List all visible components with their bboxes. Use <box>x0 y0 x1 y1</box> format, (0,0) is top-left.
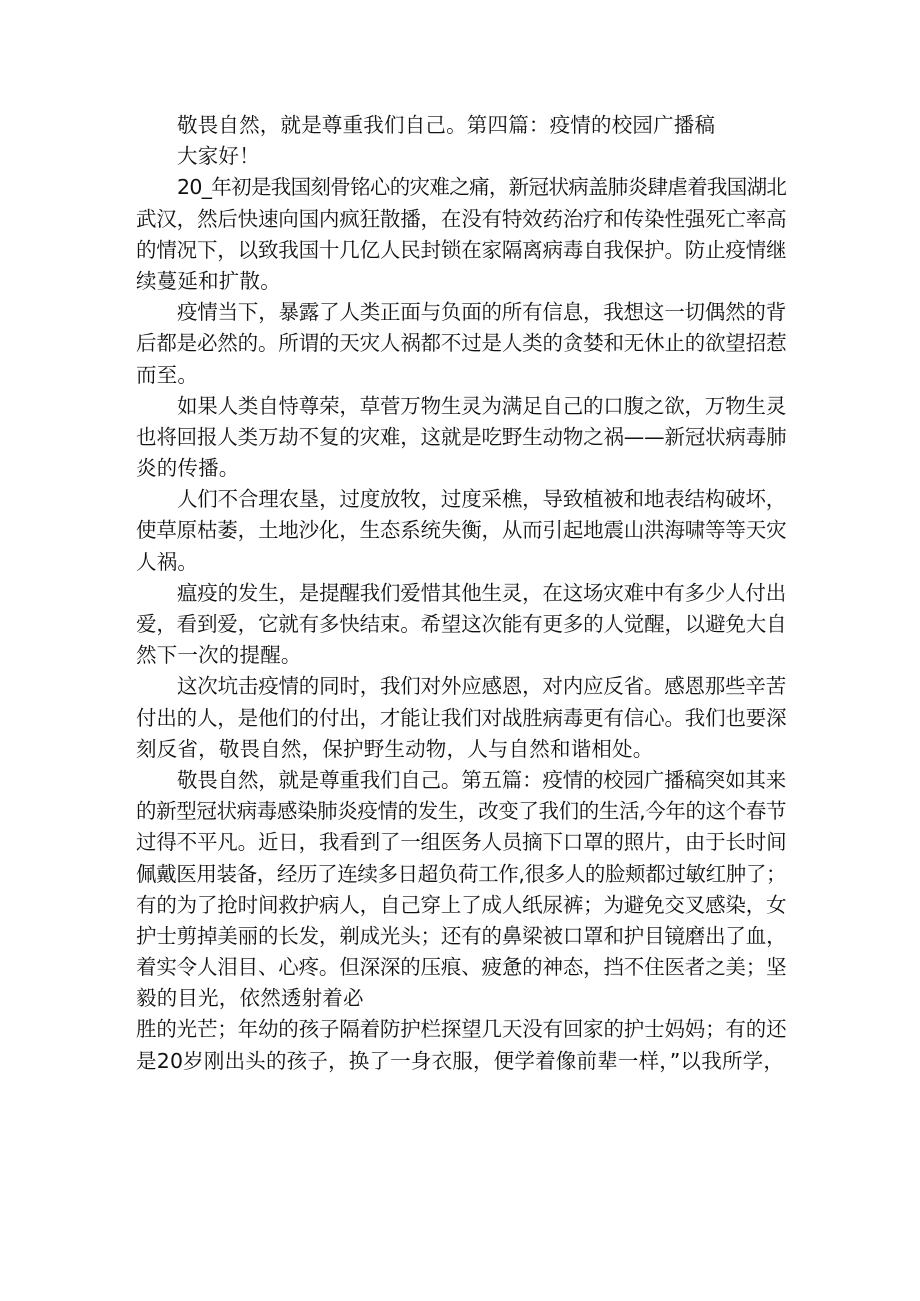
text-line: 过得不平凡。近日，我看到了一组医务人员摘下口罩的照片，由于长时间 <box>136 830 787 855</box>
text-line: 爱，看到爱，它就有多快结束。希望这次能有更多的人觉醒，以避免大自 <box>136 612 787 636</box>
text-line: 而至。 <box>136 362 199 387</box>
text-line: 刻反省，敬畏自然，保护野生动物，人与自然和谐相处。 <box>136 736 654 761</box>
text-line: 胜的光芒；年幼的孩子隔着防护栏探望几天没有回家的护士妈妈；有的还 <box>136 1017 787 1042</box>
text-line: 的新型冠状病毒感染肺炎疫情的发生，改变了我们的生活,今年的这个春节 <box>136 799 787 824</box>
text-line: 武汉，然后快速向国内疯狂散播，在没有特效药治疗和传染性强死亡率高 <box>136 206 787 231</box>
text-line: 疫情当下，暴露了人类正面与负面的所有信息，我想这一切偶然的背 <box>177 300 786 325</box>
text-line: 然下一次的提醒。 <box>136 643 302 668</box>
text-line: 20_年初是我国刻骨铭心的灾难之痛，新冠状病盖肺炎肆虐着我国湖北 <box>177 175 787 200</box>
text-line: 是20岁刚出头的孩子，换了一身衣服，便学着像前辈一样，”以我所学， <box>136 1048 785 1073</box>
text-line: 也将回报人类万劫不复的灾难，这就是吃野生动物之祸——新冠状病毒肺 <box>136 424 787 449</box>
text-line: 敬畏自然，就是尊重我们自己。第五篇：疫情的校园广播稿突如其来 <box>177 767 786 792</box>
text-line: 人们不合理农垦，过度放牧，过度采樵，导致植被和地表结构破坏， <box>177 487 786 512</box>
text-line: 敬畏自然，就是尊重我们自己。第四篇：疫情的校园广播稿 <box>177 113 716 137</box>
text-line: 有的为了抢时间救护病人，自己穿上了成人纸尿裤；为避免交叉感染，女 <box>136 892 787 917</box>
text-line: 人祸。 <box>136 549 199 574</box>
text-line: 佩戴医用装备，经历了连续多日超负荷工作,很多人的脸颊都过敏红肿了； <box>136 861 787 886</box>
text-line: 这次坑击疫情的同时，我们对外应感恩，对内应反省。感恩那些辛苦 <box>177 674 786 699</box>
text-line: 使草原枯萎，土地沙化，生态系统失衡，从而引起地震山洪海啸等等天灾 <box>136 518 787 543</box>
text-line: 瘟疫的发生，是提醒我们爱惜其他生灵，在这场灾难中有多少人付出 <box>177 580 786 605</box>
text-line: 续蔓延和扩散。 <box>136 268 281 293</box>
text-line: 炎的传播。 <box>136 456 240 481</box>
text-line: 毅的目光，依然透射着必 <box>136 986 364 1011</box>
text-line: 的情况下，以致我国十几亿人民封锁在家隔离病毒自我保护。防止疫情继 <box>136 237 787 262</box>
text-line: 着实令人泪目、心疼。但深深的压痕、疲惫的神态，挡不住医者之美；坚 <box>136 955 787 980</box>
text-line: 后都是必然的。所谓的天灾人祸都不过是人类的贪婪和无休止的欲望招惹 <box>136 331 787 356</box>
text-line: 如果人类自恃尊荣，草菅万物生灵为满足自己的口腹之欲，万物生灵 <box>177 393 786 418</box>
document-body <box>136 110 786 1077</box>
text-line: 大家好！ <box>177 144 260 169</box>
text-line: 护士剪掉美丽的长发，剃成光头；还有的鼻梁被口罩和护目镜磨出了血， <box>136 923 787 948</box>
text-line: 付出的人，是他们的付出，才能让我们对战胜病毒更有信心。我们也要深 <box>136 705 787 730</box>
